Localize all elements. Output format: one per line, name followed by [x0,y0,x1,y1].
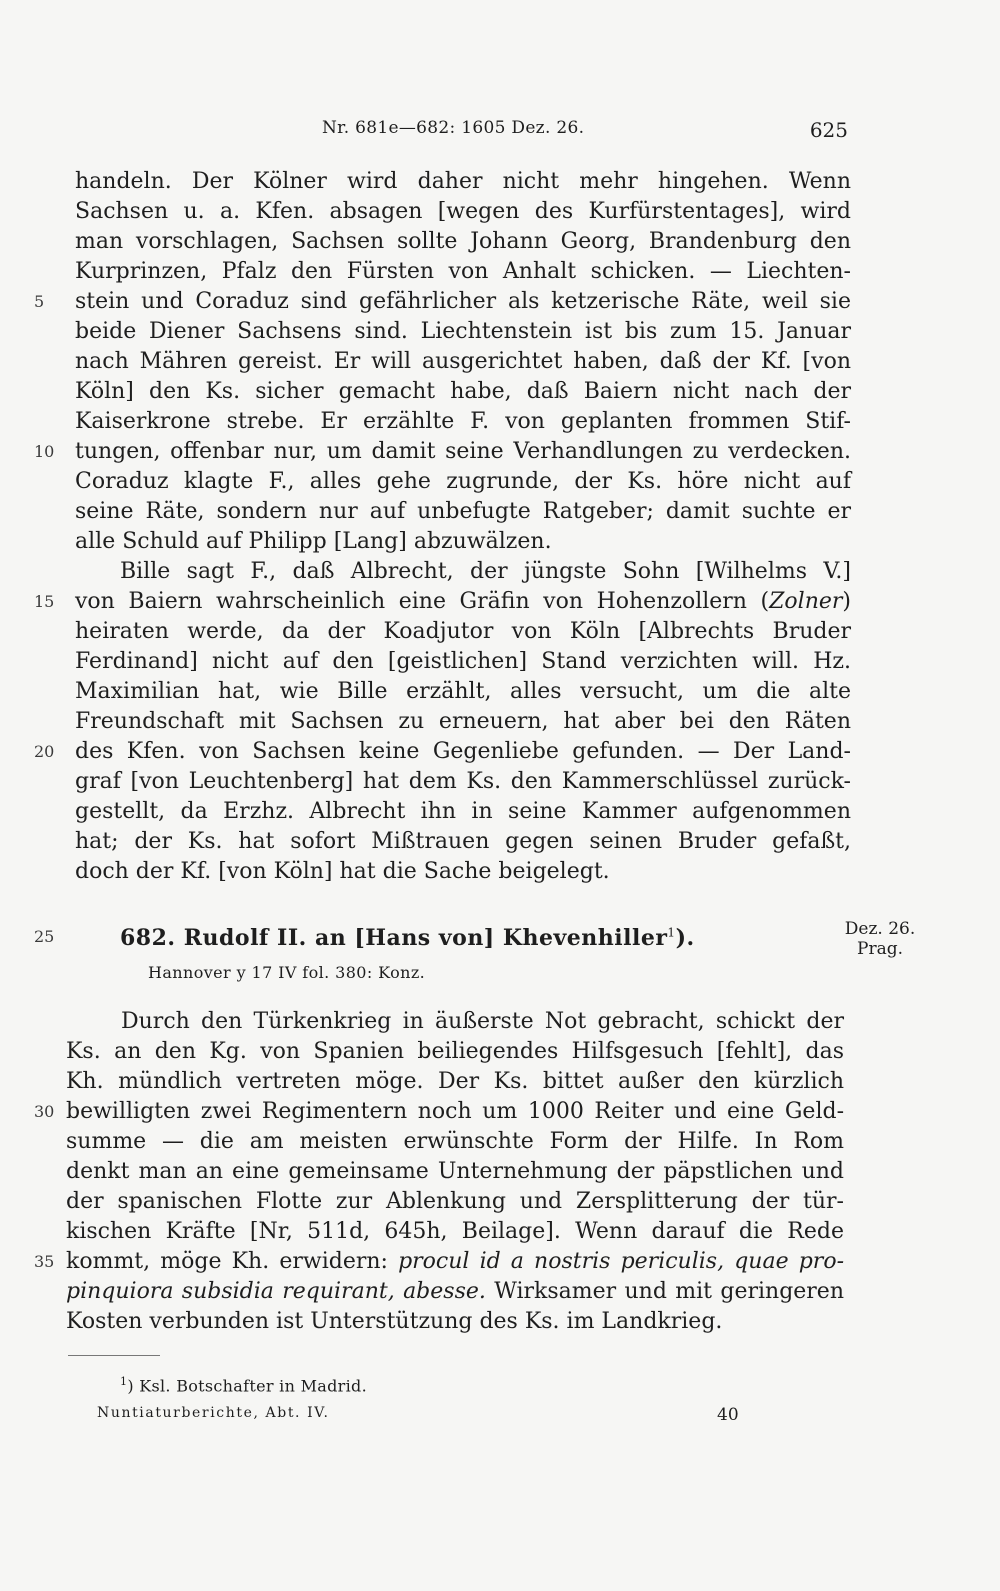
text-line: man vorschlagen, Sachsen sollte Johann Georg, Brandenburg den [75,229,851,254]
line-number: 35 [34,1252,55,1271]
entry-heading [120,925,695,951]
text-line: handeln. Der Kölner wird daher nicht mehr hingehen. Wenn [75,169,851,194]
footnote-ref: 1 [667,925,676,940]
line-number: 30 [34,1102,55,1121]
text-line: gestellt, da Erzhz. Albrecht ihn in seine Kammer aufgenommen [75,799,851,824]
line-number: 15 [34,592,55,611]
latin-quote: pinquiora subsidia requirant, abesse. [66,1279,486,1304]
source-reference: Hannover y 17 IV fol. 380: Konz. [148,963,426,982]
text-line: Kh. mündlich vertreten möge. Der Ks. bittet außer den kürzlich [66,1069,844,1094]
margin-place: Prag. [857,939,903,959]
text-line: denkt man an eine gemeinsame Unternehmung der päpstlichen und [66,1159,844,1184]
line-number: 10 [34,442,55,461]
footnote-text: ) Ksl. Botschafter in Madrid. [127,1376,367,1396]
signature-line: Nuntiaturberichte, Abt. IV. [97,1405,330,1421]
text-segment: kommt, möge Kh. erwidern: [66,1249,399,1274]
text-line: Coraduz klagte F., alles gehe zugrunde, der Ks. höre nicht auf [75,469,851,494]
text-segment: von Baiern wahrscheinlich eine Gräfin von Hohenzollern ( [75,589,770,614]
text-segment: Wirksamer und mit geringeren [485,1279,844,1304]
line-number: 25 [34,927,55,946]
text-line: des Kfen. von Sachsen keine Gegenliebe gefunden. — Der Land- [75,739,851,764]
text-line: seine Räte, sondern nur auf unbefugte Ratgeber; damit suchte er [75,499,851,524]
text-line [66,1277,844,1307]
text-line: Kaiserkrone strebe. Er erzählte F. von geplanten frommen Stif- [75,409,851,434]
text-line: Bille sagt F., daß Albrecht, der jüngste Sohn [Wilhelms V.] [120,559,851,584]
text-line: Kurprinzen, Pfalz den Fürsten von Anhalt schicken. — Liechten- [75,259,851,284]
text-line: heiraten werde, da der Koadjutor von Köln [Albrechts Bruder [75,619,851,644]
text-line: doch der Kf. [von Köln] hat die Sache beigelegt. [75,859,610,884]
text-line: graf [von Leuchtenberg] hat dem Ks. den Kammerschlüssel zurück- [75,769,851,794]
text-line: summe — die am meisten erwünschte Form der Hilfe. In Rom [66,1129,844,1154]
text-line: tungen, offenbar nur, um damit seine Verhandlungen zu verdecken. [75,439,851,464]
line-number: 5 [34,292,45,311]
text-line: Sachsen u. a. Kfen. absagen [wegen des Kurfürstentages], wird [75,199,851,224]
heading-text: 682. Rudolf II. an [Hans von] Khevenhiller [120,925,668,951]
margin-note [840,919,920,959]
footnote-divider [68,1355,160,1356]
heading-close: ). [675,925,695,951]
text-line: der spanischen Flotte zur Ablenkung und Zersplitterung der tür- [66,1189,844,1214]
text-line: Kosten verbunden ist Unterstützung des Ks. im Landkrieg. [66,1309,723,1334]
page-number: 625 [809,118,848,142]
running-header: Nr. 681e—682: 1605 Dez. 26. [322,118,585,138]
text-line [75,587,851,617]
italic-name: Zolner [769,589,843,614]
line-number: 20 [34,742,55,761]
text-line: Durch den Türkenkrieg in äußerste Not gebracht, schickt der [121,1009,844,1034]
sheet-number: 40 [717,1405,739,1425]
text-line: alle Schuld auf Philipp [Lang] abzuwälzen. [75,529,552,554]
text-line: kischen Kräfte [Nr, 511d, 645h, Beilage]. Wenn darauf die Rede [66,1219,844,1244]
text-line: hat; der Ks. hat sofort Mißtrauen gegen seinen Bruder gefaßt, [75,829,851,854]
text-line: Köln] den Ks. sicher gemacht habe, daß Baiern nicht nach der [75,379,851,404]
text-line: Ferdinand] nicht auf den [geistlichen] Stand verzichten will. Hz. [75,649,851,674]
text-line: nach Mähren gereist. Er will ausgerichtet haben, daß der Kf. [von [75,349,851,374]
margin-date: Dez. 26. [844,919,916,939]
text-line: Freundschaft mit Sachsen zu erneuern, hat aber bei den Räten [75,709,851,734]
text-line: bewilligten zwei Regimentern noch um 1000 Reiter und eine Geld- [66,1099,844,1124]
latin-quote: procul id a nostris periculis, quae pro- [398,1249,844,1274]
text-line: stein und Coraduz sind gefährlicher als ketzerische Räte, weil sie [75,289,851,314]
footnote-mark: 1 [120,1375,128,1388]
text-line: beide Diener Sachsens sind. Liechtenstein ist bis zum 15. Januar [75,319,851,344]
text-segment: ) [842,589,851,614]
text-line [66,1247,844,1277]
text-line: Ks. an den Kg. von Spanien beiliegendes Hilfsgesuch [fehlt], das [66,1039,844,1064]
text-line: Maximilian hat, wie Bille erzählt, alles versucht, um die alte [75,679,851,704]
footnote [120,1375,367,1395]
